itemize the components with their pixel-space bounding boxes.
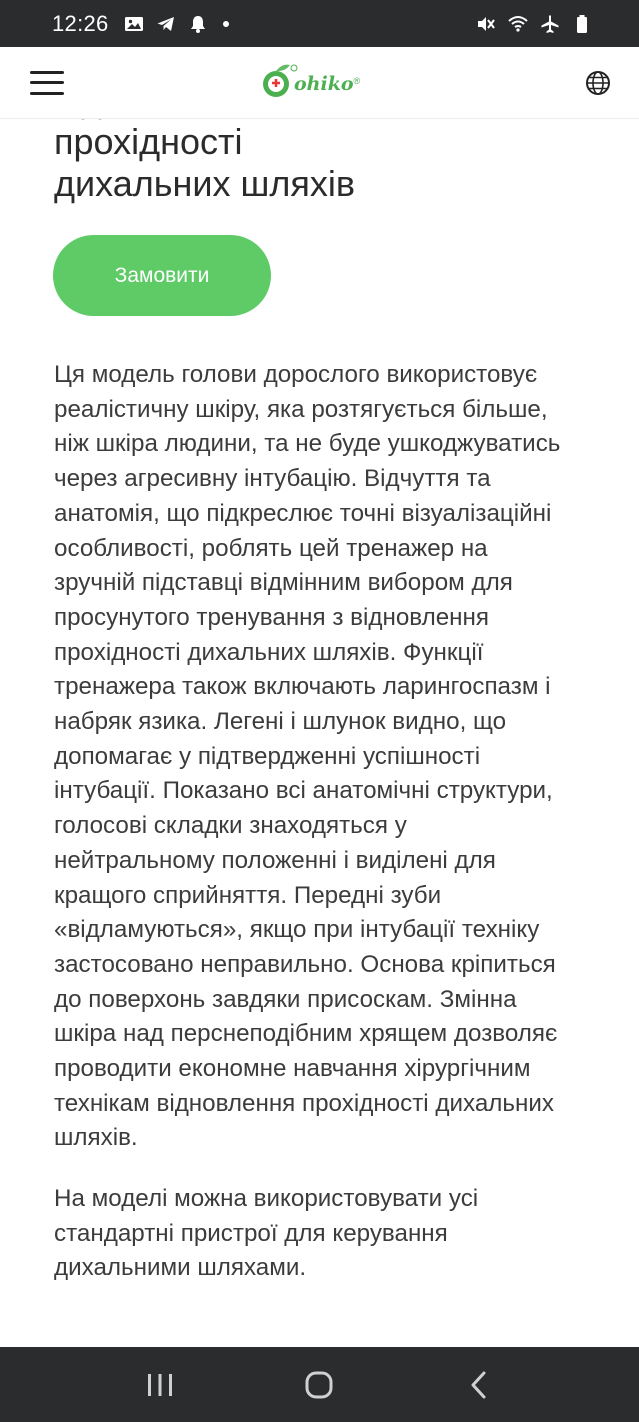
text-line: інтубації. Показано всі анатомічні структури, [54, 777, 553, 805]
product-title-line: прохідності [54, 121, 243, 162]
site-logo[interactable] [258, 61, 360, 101]
text-line: застосовано неправильно. Основа кріпиться [54, 950, 556, 978]
text-line: голосові складки знаходяться у [54, 812, 407, 840]
text-line: На моделі можна використовувати усі [54, 1185, 479, 1212]
logo-registered: ® [353, 76, 361, 86]
globe-icon[interactable] [585, 70, 611, 96]
product-title-line: дихальних шляхів [54, 163, 355, 204]
text-line: особливості, роблять цей тренажер на [54, 534, 488, 562]
description-paragraph [54, 358, 594, 1156]
airplane-mode-icon [539, 13, 561, 35]
battery-icon [571, 13, 593, 35]
text-line: просунутого тренування з відновлення [54, 603, 489, 631]
text-line: технікам відновлення прохідності дихальних [54, 1089, 554, 1117]
text-line: анатомія, що підкреслює точні візуалізаційні [54, 499, 552, 527]
text-line: шкіра над перснеподібним хрящем дозволяє [54, 1020, 558, 1048]
status-right [475, 13, 593, 35]
text-line: до поверхонь завдяки присоскам. Змінна [54, 985, 517, 1013]
text-line: прохідності дихальних шляхів. Функції [54, 638, 484, 666]
text-line: дихальними шляхами. [54, 1254, 307, 1282]
text-line: шляхів. [54, 1124, 138, 1152]
menu-icon[interactable] [30, 71, 64, 95]
telegram-icon [155, 13, 177, 35]
description-paragraph [54, 1182, 594, 1286]
recent-apps-icon[interactable] [130, 1355, 190, 1415]
dot-icon [223, 21, 229, 27]
text-line: зручній підставці відмінним вибором для [54, 569, 513, 597]
text-line: набряк язика. Легені і шлунок видно, що [54, 708, 507, 736]
text-line: реалістичну шкіру, яка розтягується більше, [54, 395, 548, 423]
gallery-icon [123, 13, 145, 35]
text-line: Ця модель голови дорослого використовує [54, 361, 538, 388]
page-content[interactable] [0, 119, 639, 1347]
text-line: тренажера також включають ларингоспазм і [54, 673, 551, 701]
status-bar [0, 0, 639, 47]
text-line: стандартні пристрої для керування [54, 1219, 448, 1247]
text-line: нейтральному положенні і виділені для [54, 846, 496, 874]
logo-mark-icon [258, 62, 298, 100]
text-line: «відламуються», якщо при інтубації техніку [54, 916, 540, 944]
wifi-icon [507, 13, 529, 35]
back-icon[interactable] [449, 1355, 509, 1415]
system-navigation-bar [0, 1347, 639, 1422]
home-icon[interactable] [289, 1355, 349, 1415]
logo-text: ohiko [294, 73, 354, 95]
mute-icon [475, 13, 497, 35]
text-line: ніж шкіра людини, та не буде ушкоджуватись [54, 430, 561, 458]
text-line: проводити економне навчання хірургічним [54, 1055, 531, 1083]
status-time: 12:26 [52, 10, 109, 36]
notification-bell-icon [187, 13, 209, 35]
text-line: через агресивну інтубацію. Відчуття та [54, 465, 491, 493]
site-header [0, 47, 639, 119]
order-button[interactable]: Замовити [53, 235, 271, 316]
text-line: кращого сприйняття. Передні зуби [54, 881, 442, 909]
text-line: допомагає у підтвердженні успішності [54, 742, 481, 770]
status-left [52, 11, 229, 37]
